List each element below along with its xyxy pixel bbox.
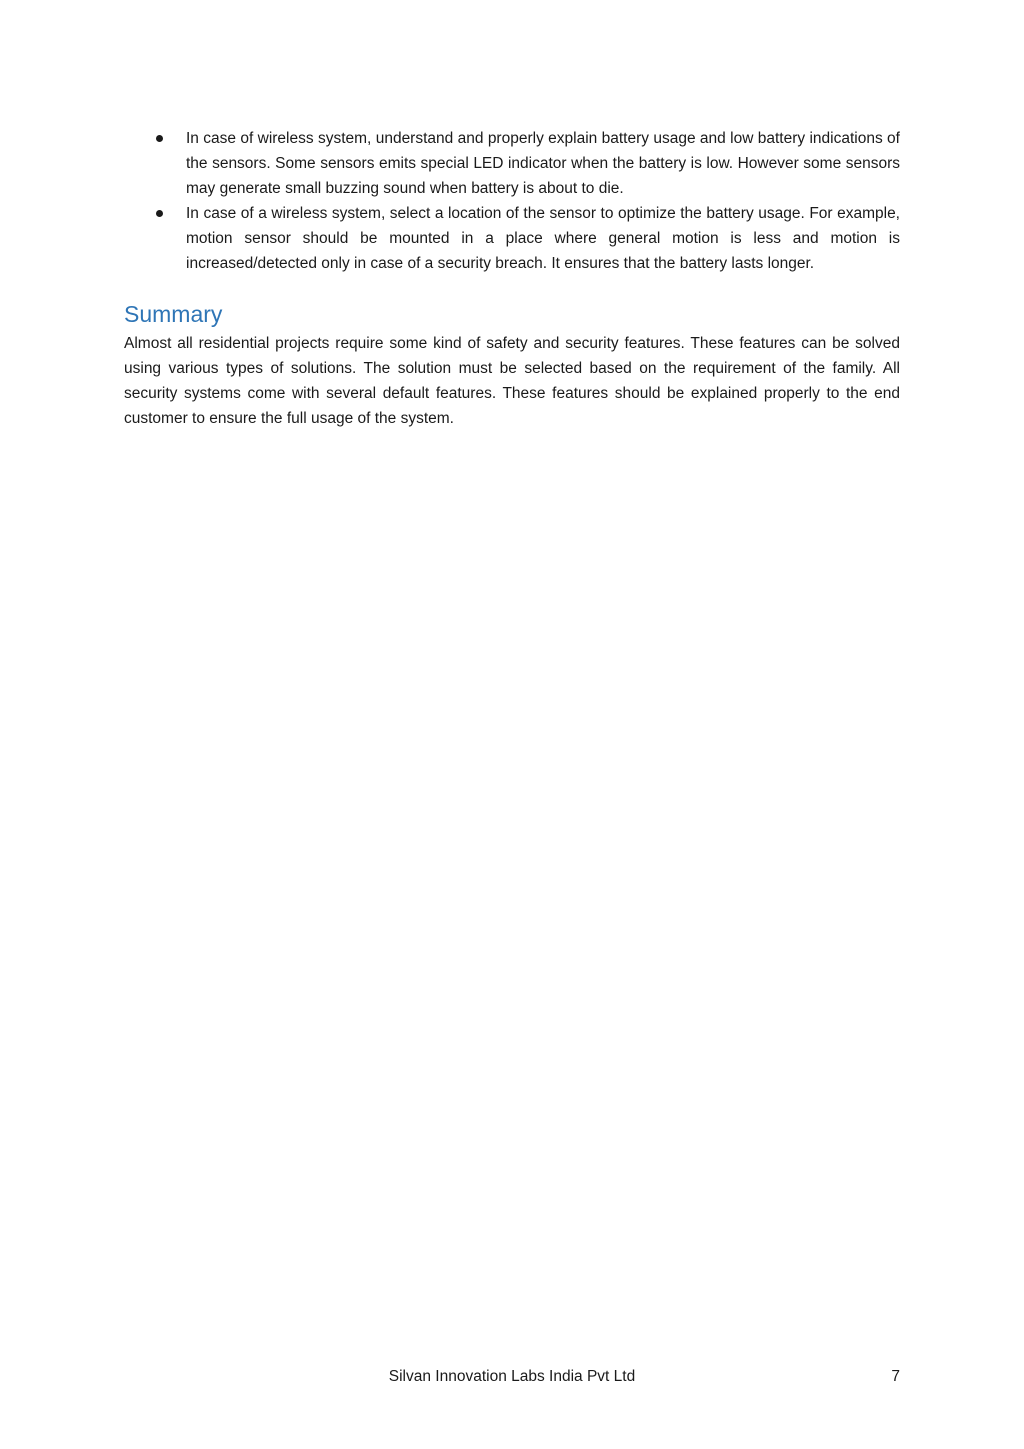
footer-page-number: 7 xyxy=(891,1368,900,1385)
bullet-dot-icon xyxy=(156,210,163,217)
bullet-list xyxy=(124,126,900,276)
bullet-text: In case of a wireless system, select a location of the sensor to optimize the battery usage. For example, motion sensor should be mounted in a place where general motion is less and motion is increased/detected only in case of a security breach. It ensures that the battery lasts longer. xyxy=(186,205,900,272)
page-footer xyxy=(124,1365,900,1389)
bullet-item-sensor-location xyxy=(124,201,900,276)
bullet-dot-icon xyxy=(156,135,163,142)
summary-paragraph: Almost all residential projects require some kind of safety and security features. These features can be solved using various types of solutions. The solution must be selected based on the requirement of the family. All security systems come with several default features. These features should be explained properly to the end customer to ensure the full usage of the system. xyxy=(124,335,900,427)
summary-heading: Summary xyxy=(124,301,223,327)
page-content xyxy=(124,126,900,431)
bullet-item-battery-usage xyxy=(124,126,900,201)
footer-company-name: Silvan Innovation Labs India Pvt Ltd xyxy=(388,1368,636,1385)
bullet-text: In case of wireless system, understand and properly explain battery usage and low battery indications of the sensors. Some sensors emits special LED indicator when the battery is low. However some sensors may generate small buzzing sound when battery is about to die. xyxy=(186,130,900,197)
